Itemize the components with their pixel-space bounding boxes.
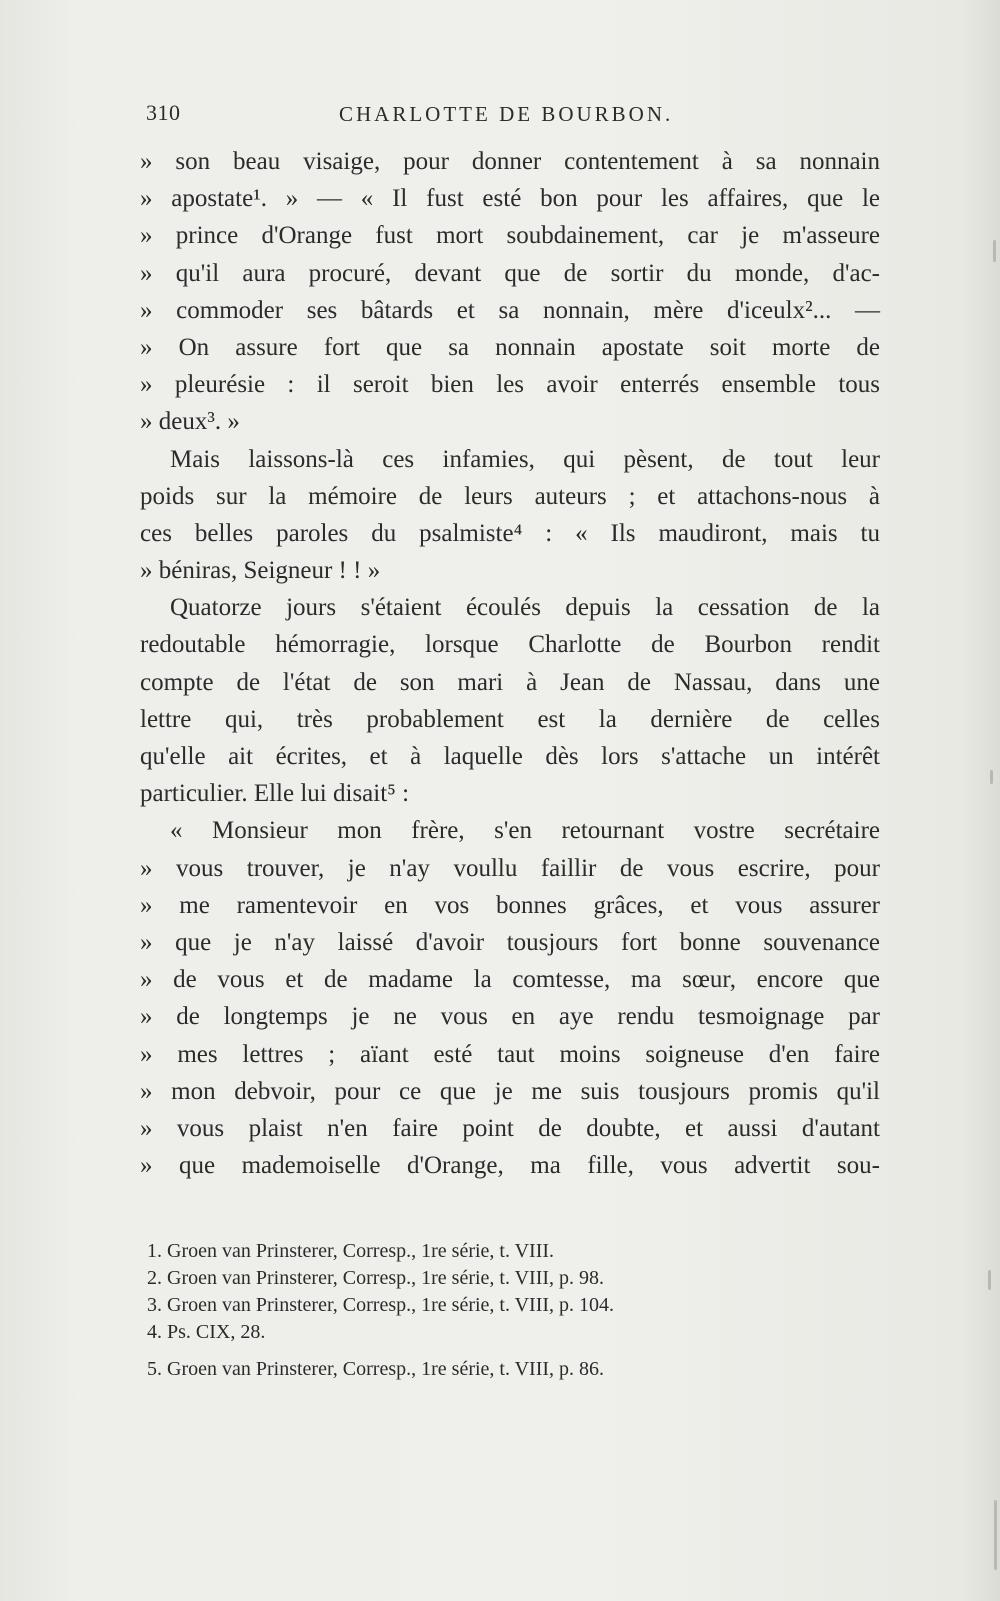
- text-line: » pleurésie : il seroit bien les avoir enterrés ensemble tous: [140, 371, 880, 399]
- footnote: 3. Groen van Prinsterer, Corresp., 1re série, t. VIII, p. 104.: [147, 1294, 615, 1316]
- footnote: 5. Groen van Prinsterer, Corresp., 1re série, t. VIII, p. 86.: [147, 1358, 605, 1380]
- text-line: » de longtemps je ne vous en aye rendu tesmoignage par: [140, 1003, 880, 1031]
- text-line: » vous plaist n'en faire point de doubte, et aussi d'autant: [140, 1114, 880, 1142]
- text-line: redoutable hémorragie, lorsque Charlotte de Bourbon rendit: [140, 631, 880, 659]
- page-edge-mark: [993, 240, 996, 262]
- text-line: » deux³. »: [140, 408, 240, 436]
- running-head: [146, 100, 886, 136]
- page-edge-mark: [988, 1270, 991, 1290]
- footnote: 2. Groen van Prinsterer, Corresp., 1re série, t. VIII, p. 98.: [147, 1267, 605, 1289]
- text-line: » béniras, Seigneur ! ! »: [140, 557, 381, 585]
- text-line: » mon debvoir, pour ce que je me suis tousjours promis qu'il: [140, 1077, 880, 1105]
- text-line: » mes lettres ; aïant esté taut moins soigneuse d'en faire: [140, 1040, 880, 1068]
- text-line: » qu'il aura procuré, devant que de sortir du monde, d'ac-: [140, 259, 880, 287]
- text-line: » son beau visaige, pour donner contentement à sa nonnain: [140, 148, 880, 175]
- footnote: 1. Groen van Prinsterer, Corresp., 1re série, t. VIII.: [147, 1240, 555, 1262]
- letter-start: « Monsieur mon frère, s'en retournant vostre secrétaire: [170, 817, 880, 845]
- text-line: qu'elle ait écrites, et à laquelle dès lors s'attache un intérêt: [140, 743, 880, 770]
- footnotes: [147, 1238, 767, 1383]
- text-line: » vous trouver, je n'ay voullu faillir de vous escrire, pour: [140, 854, 880, 882]
- text-line: » commoder ses bâtards et sa nonnain, mère d'iceulx²... —: [140, 296, 880, 324]
- paragraph-start: Mais laissons-là ces infamies, qui pèsent, de tout leur: [170, 445, 880, 473]
- text-line: » prince d'Orange fust mort soubdainement, car je m'asseure: [140, 222, 880, 250]
- text-line: lettre qui, très probablement est la dernière de celles: [140, 705, 880, 733]
- text-line: » me ramentevoir en vos bonnes grâces, et vous assurer: [140, 891, 880, 919]
- text-line: » de vous et de madame la comtesse, ma sœur, encore que: [140, 966, 880, 994]
- paragraph-start: Quatorze jours s'étaient écoulés depuis la cessation de la: [170, 594, 880, 622]
- text-line: ces belles paroles du psalmiste⁴ : « Ils maudiront, mais tu: [140, 519, 880, 547]
- text-line: » On assure fort que sa nonnain apostate soit morte de: [140, 333, 880, 361]
- text-line: » apostate¹. » — « Il fust esté bon pour les affaires, que le: [140, 185, 880, 213]
- page-edge-mark: [994, 1500, 997, 1570]
- text-line: » que je n'ay laissé d'avoir tousjours fort bonne souvenance: [140, 928, 880, 956]
- text-line: compte de l'état de son mari à Jean de Nassau, dans une: [140, 668, 880, 696]
- page-number: 310: [146, 100, 181, 125]
- footnote: 4. Ps. CIX, 28.: [147, 1321, 266, 1343]
- page-edge-mark: [990, 770, 993, 784]
- running-title: CHARLOTTE DE BOURBON.: [339, 102, 674, 126]
- text-line: particulier. Elle lui disait⁵ :: [140, 780, 410, 808]
- text-line: » que mademoiselle d'Orange, ma fille, vous advertit sou-: [140, 1152, 880, 1180]
- text-line: poids sur la mémoire de leurs auteurs ; et attachons-nous à: [140, 482, 880, 510]
- body-text: [140, 143, 880, 1184]
